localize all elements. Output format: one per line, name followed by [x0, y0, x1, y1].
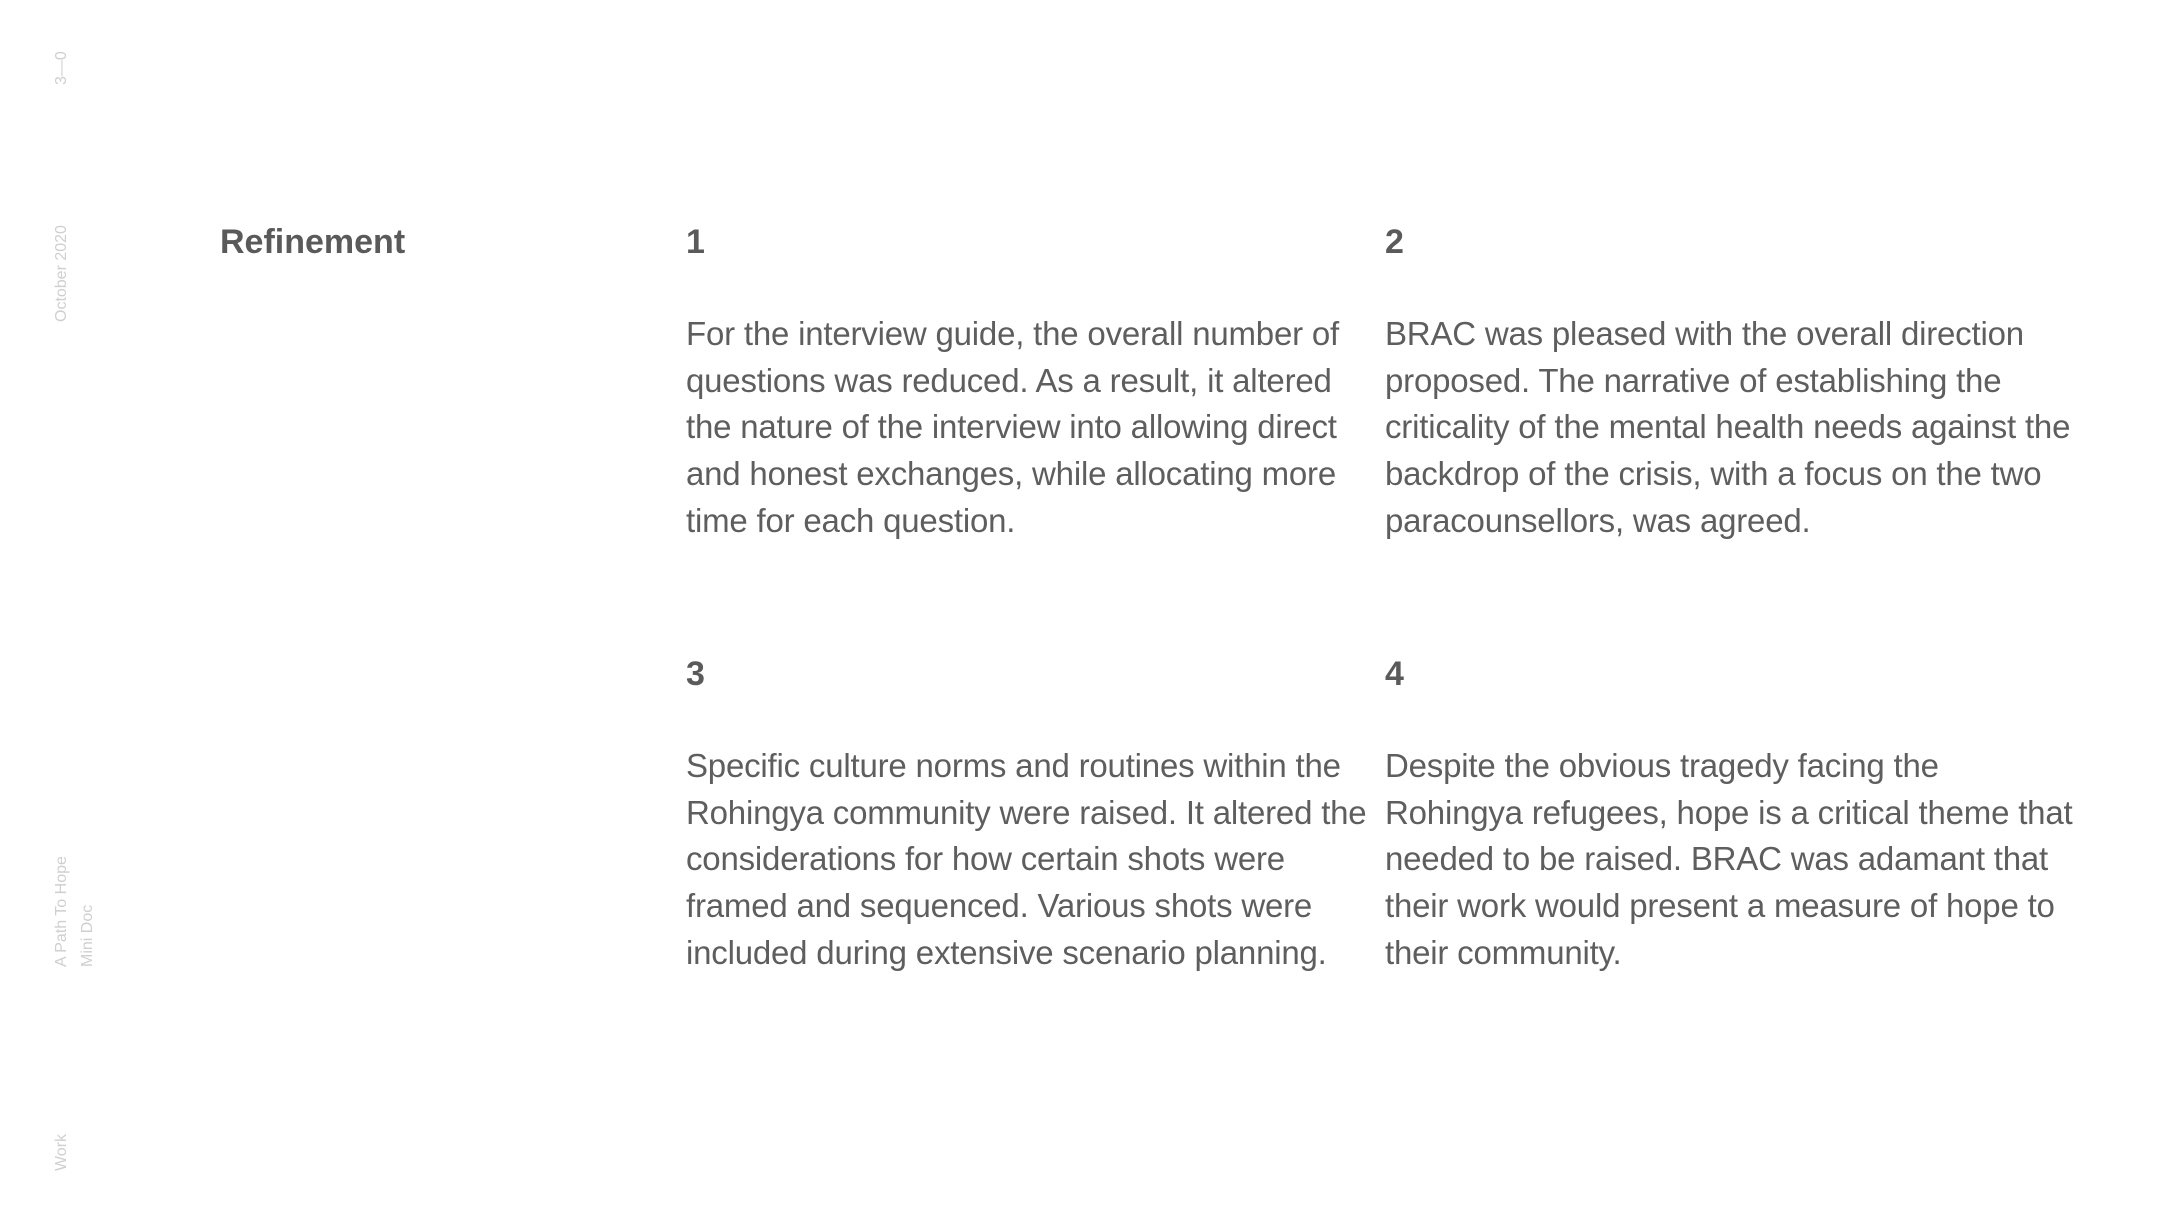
refinement-item-3: [686, 652, 1376, 977]
item-text: Despite the obvious tragedy facing the Rohingya refugees, hope is a critical theme that needed to be raised. BRAC was adamant that their work would present a measure of hope to their community.: [1385, 747, 2073, 971]
item-text: For the interview guide, the overall number of questions was reduced. As a result, it altered the nature of the interview into allowing direct and honest exchanges, while allocating more time for each question.: [686, 315, 1339, 539]
project-name: [49, 856, 101, 967]
item-text: Specific culture norms and routines within the Rohingya community were raised. It altered the considerations for how certain shots were framed and sequenced. Various shots were included during extensive scenario planning.: [686, 747, 1367, 971]
item-number: 1: [686, 223, 705, 261]
page-number: 3—0: [53, 51, 70, 85]
item-text: BRAC was pleased with the overall direction proposed. The narrative of establishing the criticality of the mental health needs against the backdrop of the crisis, with a focus on the two paracounsellors, was agreed.: [1385, 315, 2071, 539]
item-number: 4: [1385, 655, 1404, 693]
document-date: October 2020: [53, 225, 70, 322]
section-title: Refinement: [220, 223, 406, 261]
project-name-line1: A Path To Hope: [53, 856, 70, 967]
refinement-item-4: [1385, 652, 2075, 977]
refinement-item-2: [1385, 220, 2075, 545]
category-label: Work: [53, 1133, 70, 1171]
project-name-line2: Mini Doc: [79, 904, 96, 967]
item-number: 3: [686, 655, 705, 693]
refinement-item-1: [686, 220, 1376, 545]
item-number: 2: [1385, 223, 1404, 261]
